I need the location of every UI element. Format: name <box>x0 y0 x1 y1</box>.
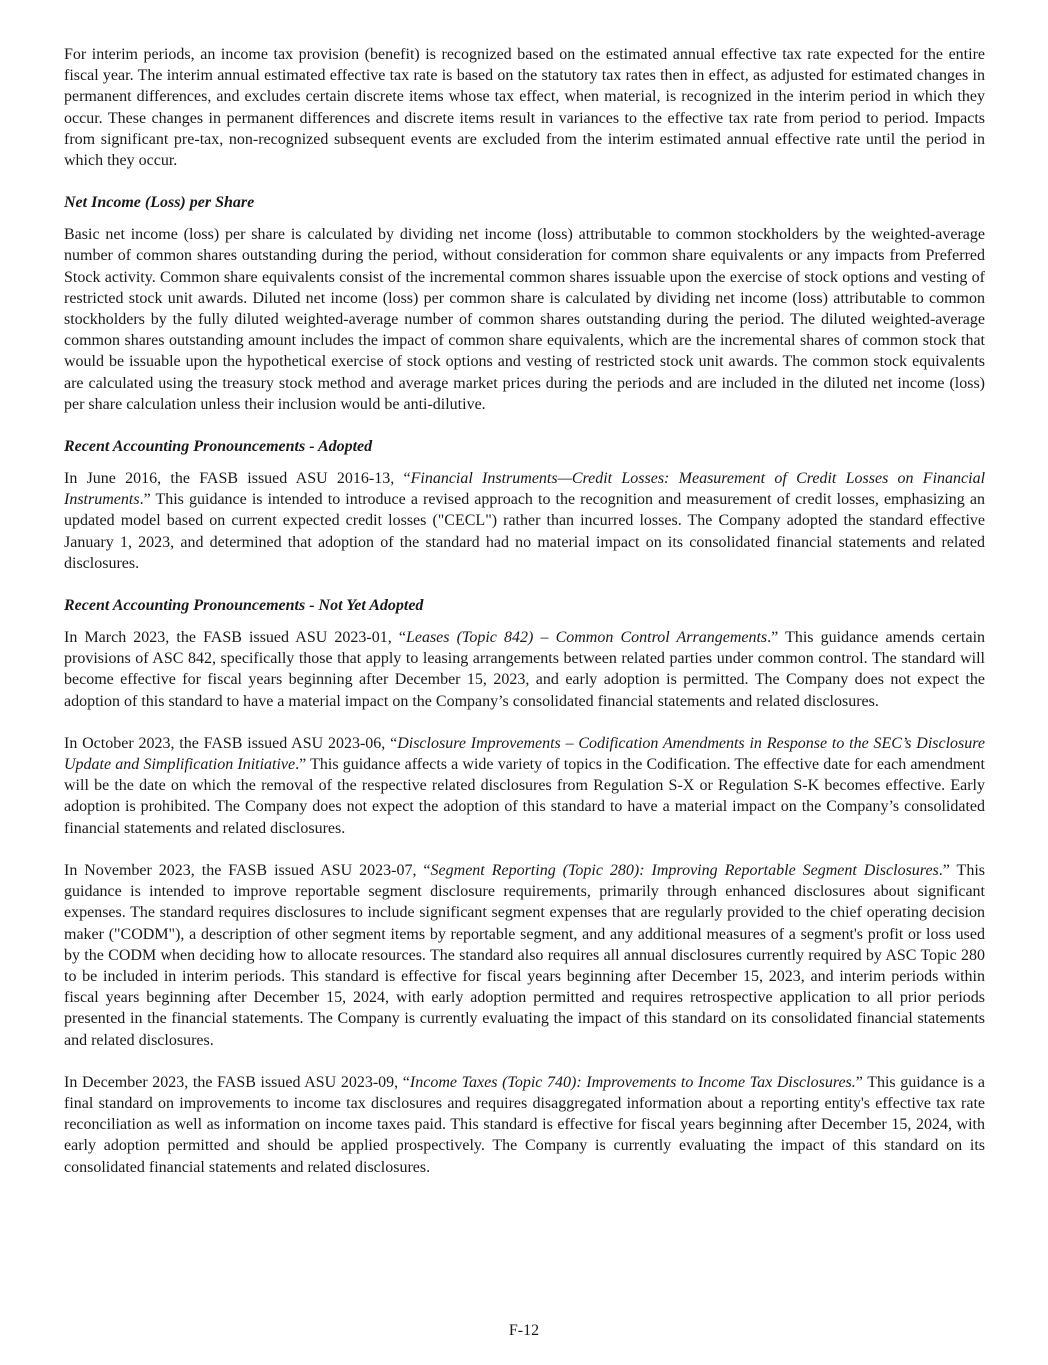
text: In October 2023, the FASB issued ASU 2023-06, “ <box>64 734 398 752</box>
text: In March 2023, the FASB issued ASU 2023-01, “ <box>64 629 406 647</box>
section-heading-adopted: Recent Accounting Pronouncements - Adopted <box>64 438 373 456</box>
document-page <box>64 44 985 1199</box>
text: In June 2016, the FASB issued ASU 2016-13, “ <box>64 470 411 488</box>
text: .” This guidance amends certain provisions of ASC 842, specifically those that apply to leasing arrangements between related parties under common control. The standard will become effective for fiscal years beginning after December 15, 2023, and early adoption is permitted. The Company does not expect the adoption of this standard to have a material impact on the Company’s consolidated financial statements and related disclosures. <box>64 629 986 710</box>
standard-title: Financial Instruments—Credit Losses: Measurement of Credit Losses on Financial Instruments <box>64 470 986 509</box>
text: .” This guidance is intended to introduce a revised approach to the recognition and measurement of credit losses, emphasizing an updated model based on current expected credit losses ("CECL") rather than incurred losses. The Company adopted the standard effective January 1, 2023, and determined that adoption of the standard had no material impact on its consolidated financial statements and related disclosures. <box>64 491 985 572</box>
section-heading-eps: Net Income (Loss) per Share <box>64 194 255 212</box>
text: ” This guidance is a final standard on improvements to income tax disclosures and requires disaggregated information about a reporting entity's effective tax rate reconciliation as well as information on income taxes paid. This standard is effective for fiscal years beginning after December 15, 2024, with early adoption permitted and should be applied prospectively. The Company is currently evaluating the impact of this standard on its consolidated financial statements and related disclosures. <box>64 1073 986 1176</box>
page-number: F-12 <box>508 1322 540 1339</box>
standard-title: Segment Reporting (Topic 280): Improving Reportable Segment Disclosures <box>430 861 939 879</box>
standard-title: Disclosure Improvements – Codification Amendments in Response to the SEC’s Disclosure Update and Simplification Initiative <box>64 734 985 774</box>
text: In December 2023, the FASB issued ASU 2023-09, “ <box>64 1073 410 1091</box>
text: .” This guidance affects a wide variety of topics in the Codification. The effective date for each amendment will be the date on which the removal of the respective related disclosures from Regulation S-X or Regulation S-K becomes effective. Early adoption is prohibited. The Company does not expect the adoption of this standard to have a material impact on the Company’s consolidated financial statements and related disclosures. <box>64 756 985 837</box>
eps-paragraph: Basic net income (loss) per share is calculated by dividing net income (loss) attributable to common stockholders by the weighted-average number of common shares outstanding during the period, without consideration for common share equivalents or any impacts from Preferred Stock activity. Common share equivalents consist of the incremental common shares issuable upon the exercise of stock options and vesting of restricted stock unit awards. Diluted net income (loss) per common share is calculated by dividing net income (loss) attributable to common stockholders by the fully diluted weighted-average number of common shares outstanding during the period. The diluted weighted-average common shares outstanding amount includes the impact of common share equivalents, which are the incremental shares of common stock that would be issuable upon the hypothetical exercise of stock options and vesting of restricted stock unit awards. The common stock equivalents are calculated using the treasury stock method and average market prices during the periods and are included in the diluted net income (loss) per share calculation unless their inclusion would be anti-dilutive. <box>64 226 985 413</box>
standard-title: Leases (Topic 842) – Common Control Arrangements <box>405 629 768 647</box>
standard-title: Income Taxes (Topic 740): Improvements to Income Tax Disclosures. <box>409 1073 856 1091</box>
interim-tax-paragraph: For interim periods, an income tax provision (benefit) is recognized based on the estimated annual effective tax rate expected for the entire fiscal year. The interim annual estimated effective tax rate is based on the statutory tax rates then in effect, as adjusted for estimated changes in permanent differences, and excludes certain discrete items whose tax effect, when material, is recognized in the interim period in which they occur. These changes in permanent differences and discrete items result in variances to the effective tax rate from period to period. Impacts from significant pre-tax, non-recognized subsequent events are excluded from the interim estimated annual effective rate until the period in which they occur. <box>64 46 985 170</box>
text: .” This guidance is intended to improve reportable segment disclosure requirements, primarily through enhanced disclosures about significant expenses. The standard requires disclosures to include significant segment expenses that are regularly provided to the chief operating decision maker ("CODM"), a description of other segment items by reportable segment, and any additional measures of a segment's profit or loss used by the CODM when deciding how to allocate resources. The standard also requires all annual disclosures currently required by ASC Topic 280 to be included in interim periods. This standard is effective for fiscal years beginning after December 15, 2023, and interim periods within fiscal years beginning after December 15, 2024, with early adoption permitted and requires retrospective application to all prior periods presented in the financial statements. The Company is currently evaluating the impact of this standard on its consolidated financial statements and related disclosures. <box>64 861 986 1049</box>
asu-2023-06-paragraph <box>64 733 985 839</box>
asu-2016-13-paragraph <box>64 468 985 574</box>
asu-2023-01-paragraph <box>64 627 985 712</box>
section-heading-not-adopted: Recent Accounting Pronouncements - Not Yet Adopted <box>64 597 424 615</box>
asu-2023-07-paragraph <box>64 860 985 1051</box>
asu-2023-09-paragraph <box>64 1072 985 1178</box>
text: In November 2023, the FASB issued ASU 2023-07, “ <box>64 861 431 879</box>
